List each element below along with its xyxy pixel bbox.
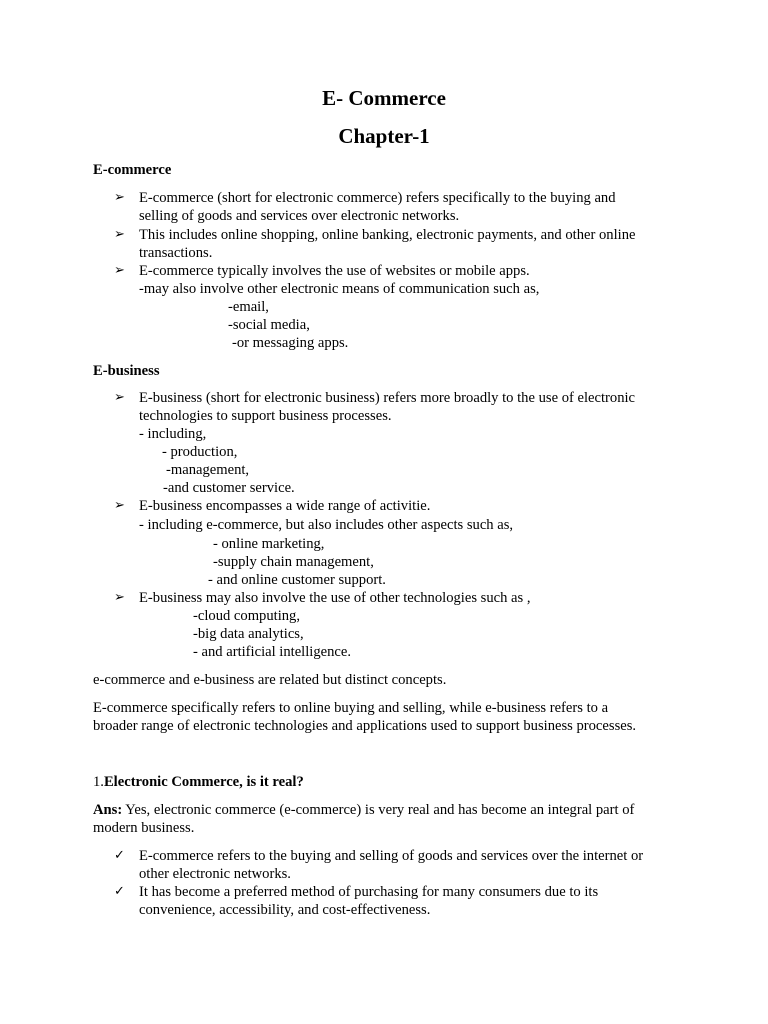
- list-item-text: other electronic networks.: [139, 866, 291, 882]
- list-item-text: - including,: [139, 426, 207, 442]
- list-item-text: - and online customer support.: [208, 572, 386, 588]
- arrow-bullet-icon: ➢: [114, 498, 125, 513]
- question-heading: [93, 773, 304, 791]
- arrow-bullet-icon: ➢: [114, 190, 125, 205]
- list-item-text: -social media,: [228, 317, 310, 333]
- chapter-title: Chapter-1: [338, 124, 430, 148]
- question-text: Electronic Commerce, is it real?: [103, 774, 304, 790]
- list-item-text: -cloud computing,: [193, 608, 301, 624]
- paragraph-text: broader range of electronic technologies and applications used to support business processes.: [93, 718, 637, 734]
- list-item-text: - including e-commerce, but also includes other aspects such as,: [139, 517, 514, 533]
- list-item-text: -may also involve other electronic means of communication such as,: [139, 281, 540, 297]
- section-heading-ebusiness: E-business: [93, 363, 160, 379]
- arrow-bullet-icon: ➢: [114, 263, 125, 278]
- checkmark-icon: ✓: [114, 848, 125, 863]
- section-heading-ecommerce: E-commerce: [93, 162, 172, 178]
- list-item-text: -supply chain management,: [213, 554, 374, 570]
- list-item-text: - and artificial intelligence.: [193, 644, 352, 660]
- checkmark-icon: ✓: [114, 884, 125, 899]
- list-item-text: -big data analytics,: [193, 626, 304, 642]
- answer-text: Yes, electronic commerce (e-commerce) is very real and has become an integral part of: [122, 802, 635, 818]
- list-item-text: E-business (short for electronic business) refers more broadly to the use of electronic: [139, 390, 636, 406]
- list-item-text: E-commerce typically involves the use of websites or mobile apps.: [139, 263, 530, 279]
- list-item-text: E-business encompasses a wide range of activitie.: [139, 498, 431, 514]
- document-title: E- Commerce: [322, 86, 446, 110]
- answer-label: Ans:: [93, 802, 123, 818]
- list-item-text: transactions.: [139, 245, 213, 261]
- answer-line: [93, 801, 634, 819]
- list-item-text: -or messaging apps.: [232, 335, 349, 351]
- answer-text: modern business.: [93, 820, 195, 836]
- arrow-bullet-icon: ➢: [114, 390, 125, 405]
- paragraph-text: e-commerce and e-business are related but distinct concepts.: [93, 672, 447, 688]
- list-item-text: selling of goods and services over electronic networks.: [139, 208, 460, 224]
- list-item-text: - online marketing,: [213, 536, 325, 552]
- list-item-text: -and customer service.: [163, 480, 295, 496]
- list-item-text: technologies to support business processes.: [139, 408, 392, 424]
- list-item-text: -management,: [166, 462, 250, 478]
- question-number: 1.: [93, 774, 104, 790]
- paragraph-text: E-commerce specifically refers to online buying and selling, while e-business refers to a: [93, 700, 609, 716]
- arrow-bullet-icon: ➢: [114, 227, 125, 242]
- arrow-bullet-icon: ➢: [114, 590, 125, 605]
- list-item-text: E-commerce refers to the buying and selling of goods and services over the internet or: [139, 848, 644, 864]
- list-item-text: This includes online shopping, online banking, electronic payments, and other online: [139, 227, 636, 243]
- list-item-text: -email,: [228, 299, 269, 315]
- list-item-text: E-commerce (short for electronic commerce) refers specifically to the buying and: [139, 190, 616, 206]
- list-item-text: It has become a preferred method of purchasing for many consumers due to its: [139, 884, 599, 900]
- list-item-text: convenience, accessibility, and cost-effectiveness.: [139, 902, 431, 918]
- list-item-text: E-business may also involve the use of other technologies such as ,: [139, 590, 531, 606]
- list-item-text: - production,: [162, 444, 238, 460]
